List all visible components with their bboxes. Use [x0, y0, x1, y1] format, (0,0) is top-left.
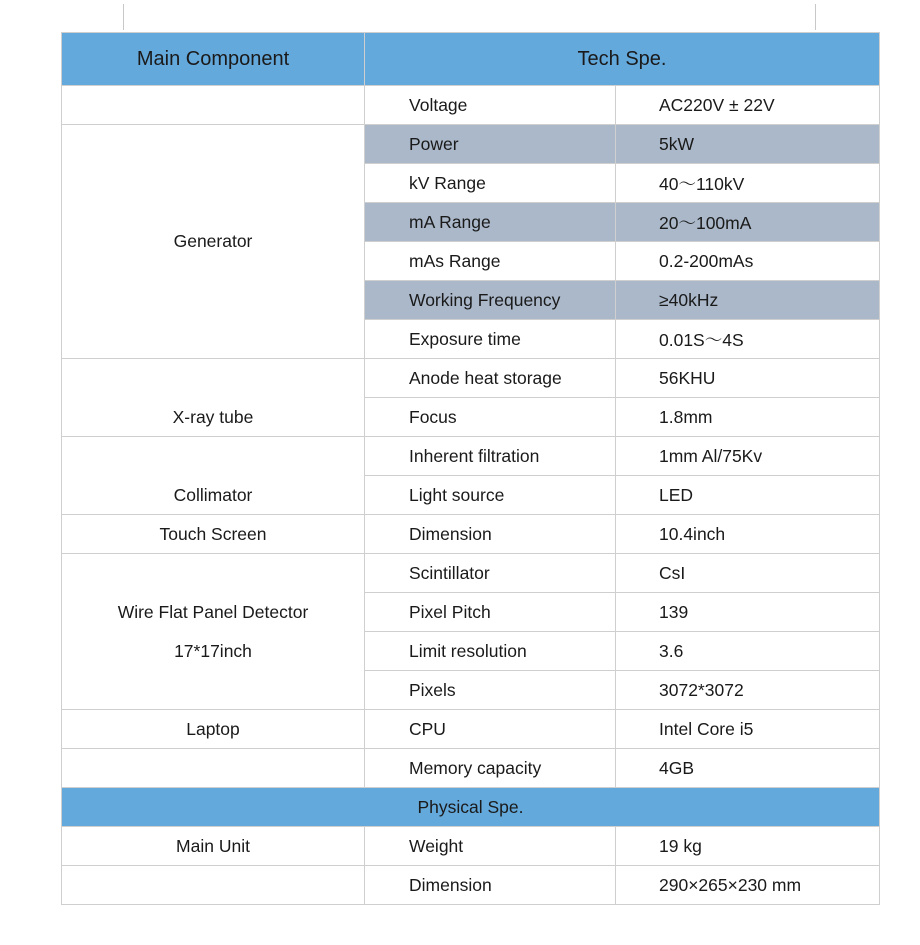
header-main-component: Main Component [62, 33, 365, 86]
param-cell: CPU [365, 710, 616, 749]
param-cell: Light source [365, 476, 616, 515]
main-unit-label: Main Unit [62, 827, 365, 866]
value-cell: AC220V ± 22V [616, 86, 880, 125]
value-cell: 4GB [616, 749, 880, 788]
table-row [62, 515, 880, 554]
param-cell: Voltage [365, 86, 616, 125]
spec-table [61, 32, 880, 905]
param-cell: Scintillator [365, 554, 616, 593]
param-cell: Working Frequency [365, 281, 616, 320]
value-cell: 139 [616, 593, 880, 632]
param-cell: Dimension [365, 515, 616, 554]
param-cell: mAs Range [365, 242, 616, 281]
param-cell: Memory capacity [365, 749, 616, 788]
value-cell: 3072*3072 [616, 671, 880, 710]
table-row [62, 866, 880, 905]
empty-main-cell [62, 86, 365, 125]
param-cell: kV Range [365, 164, 616, 203]
xray-tube-label: X-ray tube [62, 359, 365, 437]
value-cell: 0.2-200mAs [616, 242, 880, 281]
empty-main-cell [62, 866, 365, 905]
param-cell: Focus [365, 398, 616, 437]
value-cell: 19 kg [616, 827, 880, 866]
value-cell: 10.4inch [616, 515, 880, 554]
detector-label [62, 554, 365, 710]
value-cell: 1mm Al/75Kv [616, 437, 880, 476]
table-row [62, 359, 880, 398]
table-row [62, 827, 880, 866]
page-margin-right-line [815, 4, 816, 30]
value-cell: 290×265×230 mm [616, 866, 880, 905]
laptop-label: Laptop [62, 710, 365, 749]
value-cell: 1.8mm [616, 398, 880, 437]
value-cell: 0.01S～4S [616, 320, 880, 359]
value-cell: CsI [616, 554, 880, 593]
table-row [62, 125, 880, 164]
param-cell: mA Range [365, 203, 616, 242]
param-cell: Pixel Pitch [365, 593, 616, 632]
value-cell: 3.6 [616, 632, 880, 671]
param-cell: Inherent filtration [365, 437, 616, 476]
param-cell: Dimension [365, 866, 616, 905]
empty-main-cell [62, 749, 365, 788]
physical-section-label: Physical Spe. [62, 788, 880, 827]
table-row [62, 710, 880, 749]
value-cell: 20～100mA [616, 203, 880, 242]
value-cell: ≥40kHz [616, 281, 880, 320]
param-cell: Anode heat storage [365, 359, 616, 398]
param-cell: Pixels [365, 671, 616, 710]
physical-section-row [62, 788, 880, 827]
table-row [62, 554, 880, 593]
detector-label-line1: Wire Flat Panel Detector [117, 601, 309, 622]
value-cell: 5kW [616, 125, 880, 164]
collimator-label: Collimator [62, 437, 365, 515]
value-cell: 40～110kV [616, 164, 880, 203]
table-row [62, 749, 880, 788]
header-tech-spec: Tech Spe. [365, 33, 880, 86]
value-cell: 56KHU [616, 359, 880, 398]
param-cell: Exposure time [365, 320, 616, 359]
value-cell: Intel Core i5 [616, 710, 880, 749]
param-cell: Weight [365, 827, 616, 866]
value-cell: LED [616, 476, 880, 515]
param-cell: Limit resolution [365, 632, 616, 671]
touch-screen-label: Touch Screen [62, 515, 365, 554]
table-header-row [62, 33, 880, 86]
page-margin-left-line [123, 4, 124, 30]
generator-label: Generator [62, 125, 365, 359]
param-cell: Power [365, 125, 616, 164]
table-row [62, 86, 880, 125]
detector-label-line2: 17*17inch [174, 640, 252, 661]
table-row [62, 437, 880, 476]
